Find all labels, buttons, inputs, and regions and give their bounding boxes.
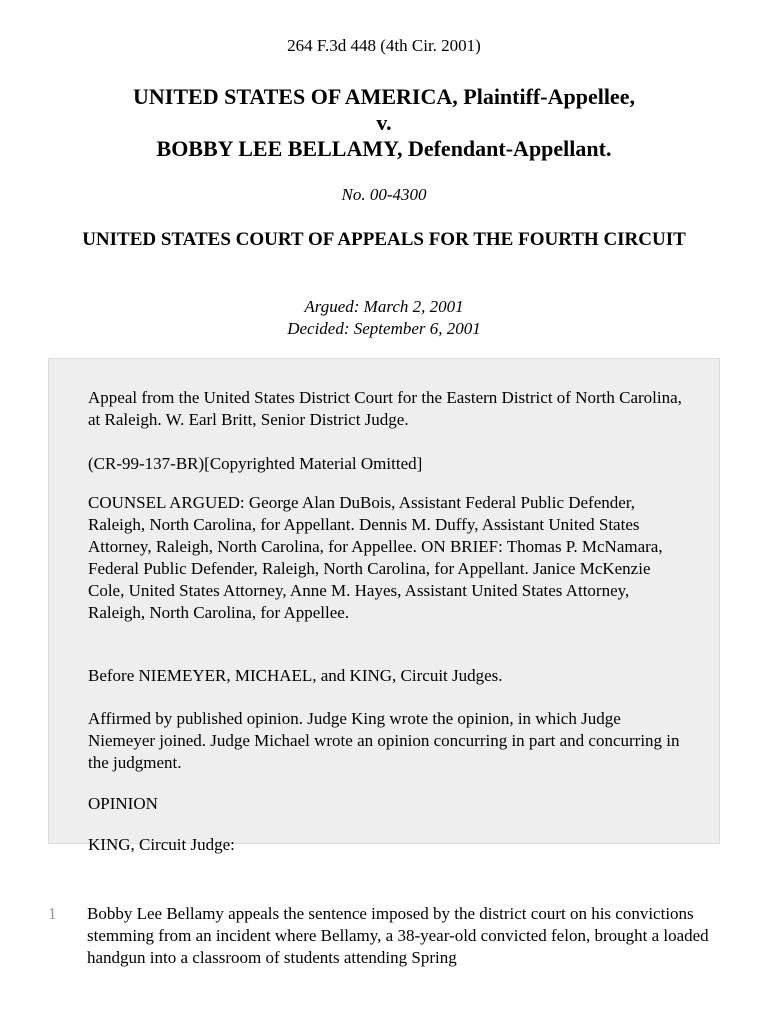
plaintiff-line: UNITED STATES OF AMERICA, Plaintiff-Appellee, (133, 84, 635, 109)
disposition: Affirmed by published opinion. Judge King wrote the opinion, in which Judge Niemeyer joined. Judge Michael wrote an opinion concurring in part and concurring in the judgment. (88, 709, 680, 772)
opinion-label: OPINION (88, 794, 158, 813)
argued-date: Argued: March 2, 2001 (304, 297, 464, 316)
appeal-statement: Appeal from the United States District Court for the Eastern District of North Carolina, at Raleigh. W. Earl Britt, Senior District Judge. (88, 388, 682, 429)
case-citation: 264 F.3d 448 (4th Cir. 2001) (287, 36, 481, 55)
defendant-line: BOBBY LEE BELLAMY, Defendant-Appellant. (156, 136, 612, 161)
opinion-author: KING, Circuit Judge: (88, 835, 235, 854)
decided-date: Decided: September 6, 2001 (287, 319, 481, 338)
docket-number: No. 00-4300 (341, 185, 427, 204)
lower-court-case-number: (CR-99-137-BR)[Copyrighted Material Omitted] (88, 454, 423, 473)
case-caption (0, 84, 768, 162)
versus-line: v. (376, 110, 392, 135)
paragraph-text: Bobby Lee Bellamy appeals the sentence imposed by the district court on his convictions stemming from an incident where Bellamy, a 38-year-old convicted felon, brought a loaded handgun into a classroom of students attending Spring (87, 904, 709, 967)
court-name: UNITED STATES COURT OF APPEALS FOR THE FOURTH CIRCUIT (82, 229, 686, 250)
panel-judges: Before NIEMEYER, MICHAEL, and KING, Circuit Judges. (88, 666, 503, 685)
headnote-panel (48, 358, 720, 854)
counsel-listing: COUNSEL ARGUED: George Alan DuBois, Assistant Federal Public Defender, Raleigh, North Carolina, for Appellant. Dennis M. Duffy, Assistant United States Attorney, Raleigh, North Carolina, for Appellee. ON BRIEF: Thomas P. McNamara, Federal Public Defender, Raleigh, North Carolina, for Appellant. Janice McKenzie Cole, United States Attorney, Anne M. Hayes, Assistant United States Attorney, Raleigh, North Carolina, for Appellee. (88, 493, 663, 622)
case-dates (0, 296, 768, 340)
paragraph-number: 1 (48, 904, 57, 923)
